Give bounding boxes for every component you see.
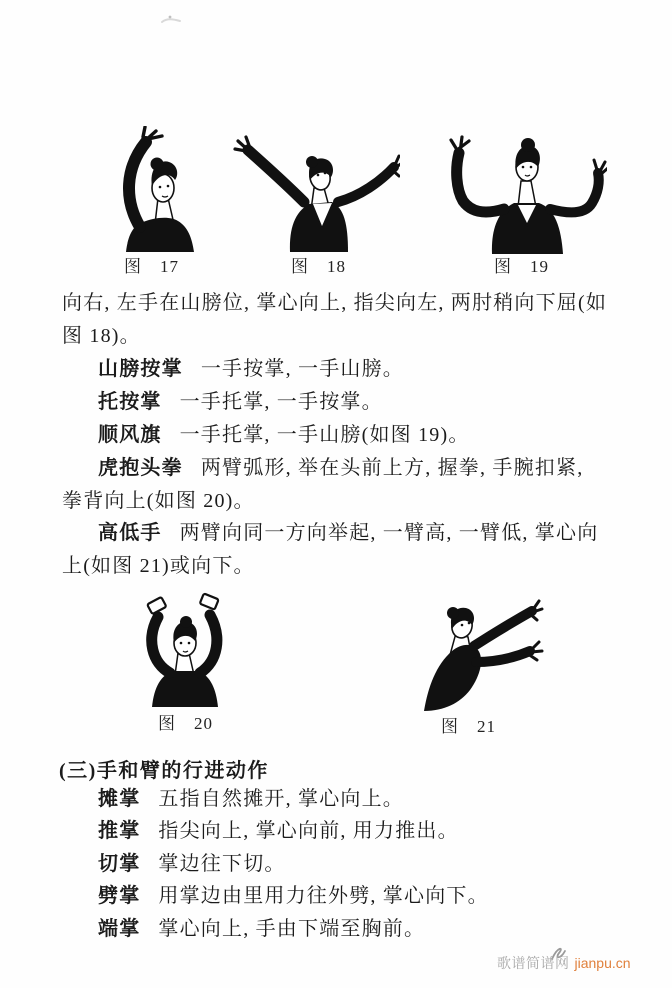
watermark-site-name: 歌谱简谱网 [497,955,570,971]
entry-term: 切掌 [98,853,141,875]
paragraph-line-2: 图 18)。 [62,325,141,347]
entry-term: 山膀按掌 [98,358,183,380]
entry-hubaotou-quan-cont: 拳背向上(如图 20)。 [62,490,255,512]
figure-20-caption: 图 20 [158,714,213,733]
entry-tuo-anzhang [98,390,383,414]
figure-21 [420,599,548,711]
entry-term: 端掌 [98,918,141,940]
entry-definition: 掌心向上, 手由下端至胸前。 [158,918,426,940]
entry-definition: 用掌边由里用力往外劈, 掌心向下。 [158,885,489,907]
entry-term: 托按掌 [98,391,162,413]
dancer-illustration-20 [126,591,244,707]
figure-20 [126,591,244,707]
dancer-illustration-17 [110,126,195,252]
entry-definition: 两臂向同一方向举起, 一臂高, 一臂低, 掌心向 [179,522,599,544]
entry-term: 劈掌 [98,885,141,907]
dancer-illustration-18 [232,132,400,252]
entry-definition: 一手托掌, 一手山膀(如图 19)。 [179,424,470,446]
entry-term: 摊掌 [98,788,141,810]
entry-duanzhang [98,917,425,941]
figure-19 [432,127,607,254]
watermark [497,953,631,973]
figure-18-caption: 图 18 [291,257,346,276]
entry-term: 虎抱头拳 [98,457,183,479]
entry-hubaotou-quan [98,456,583,480]
entry-pizhang [98,884,489,908]
entry-tuizhang [98,819,459,843]
entry-definition: 两臂弧形, 举在头前上方, 握拳, 手腕扣紧, [200,457,584,479]
entry-definition: 一手按掌, 一手山膀。 [200,358,405,380]
entry-shanbang-anzhang [98,357,404,381]
figure-21-caption: 图 21 [441,717,496,736]
entry-gaodishou [98,521,598,545]
section-heading: (三)手和臂的行进动作 [59,760,269,782]
dancer-illustration-21 [420,599,548,711]
figure-17-caption: 图 17 [124,257,179,276]
entry-tanzhang [98,787,404,811]
dancer-illustration-19 [432,127,607,254]
scan-smudge-artifact [160,12,184,28]
entry-definition: 指尖向上, 掌心向前, 用力推出。 [158,820,459,842]
figure-19-caption: 图 19 [494,257,549,276]
watermark-site-url: jianpu.cn [574,955,631,971]
entry-term: 推掌 [98,820,141,842]
paragraph-line-1: 向右, 左手在山膀位, 掌心向上, 指尖向左, 两肘稍向下屈(如 [62,292,608,314]
entry-definition: 掌边往下切。 [158,853,286,875]
entry-gaodishou-cont: 上(如图 21)或向下。 [62,555,255,577]
entry-qiezhang [98,852,286,876]
figure-18 [232,132,400,252]
entry-term: 高低手 [98,522,162,544]
entry-term: 顺风旗 [98,424,162,446]
entry-shunfengqi [98,423,470,447]
entry-definition: 五指自然摊开, 掌心向上。 [158,788,405,810]
figure-17 [110,126,195,252]
entry-definition: 一手托掌, 一手按掌。 [179,391,383,413]
